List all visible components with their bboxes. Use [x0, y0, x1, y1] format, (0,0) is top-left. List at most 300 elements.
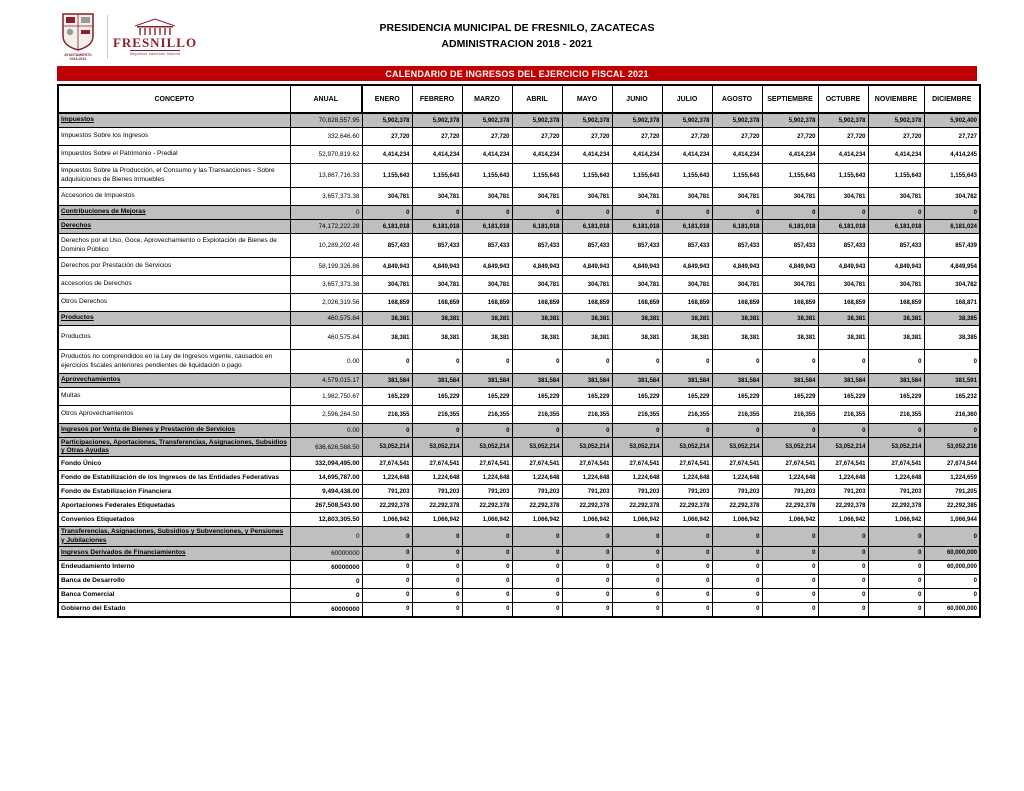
anual-cell: 13,867,716.33: [290, 164, 362, 188]
month-value-cell: 1,155,643: [712, 164, 762, 188]
month-value-cell: 168,859: [612, 294, 662, 312]
month-value-cell: 0: [762, 546, 818, 560]
month-value-cell: 381,584: [762, 374, 818, 388]
month-value-cell: 304,781: [712, 188, 762, 206]
month-value-cell: 165,229: [762, 388, 818, 406]
month-value-cell: 0: [512, 527, 562, 546]
month-value-cell: 216,355: [818, 406, 868, 424]
month-value-cell: 304,781: [662, 276, 712, 294]
month-value-cell: 5,902,378: [362, 113, 412, 128]
table-row: [58, 560, 980, 574]
month-value-cell: 1,066,942: [818, 513, 868, 527]
month-value-cell: 0: [712, 574, 762, 588]
anual-cell: 332,094,495.00: [290, 457, 362, 471]
month-value-cell: 216,355: [868, 406, 924, 424]
month-value-cell: 1,066,942: [462, 513, 512, 527]
month-value-cell: 27,720: [612, 128, 662, 146]
month-value-cell: 6,181,018: [712, 220, 762, 234]
month-value-cell: 1,155,643: [462, 164, 512, 188]
month-value-cell: 304,781: [762, 276, 818, 294]
month-value-cell: 304,781: [362, 188, 412, 206]
month-value-cell: 381,584: [868, 374, 924, 388]
month-value-cell: 791,205: [924, 485, 980, 499]
month-value-cell: 27,674,541: [712, 457, 762, 471]
concept-cell: Derechos por el Uso, Goce, Aprovechamiento o Explotación de Bienes de Dominio Público: [58, 234, 290, 258]
month-value-cell: 0: [562, 588, 612, 602]
month-value-cell: 0: [562, 546, 612, 560]
month-value-cell: 168,859: [762, 294, 818, 312]
month-value-cell: 4,849,943: [818, 258, 868, 276]
month-value-cell: 791,203: [362, 485, 412, 499]
month-value-cell: 38,381: [712, 326, 762, 350]
month-value-cell: 857,433: [612, 234, 662, 258]
concept-cell: Ingresos Derivados de Financiamientos: [58, 546, 290, 560]
month-value-cell: 0: [562, 350, 612, 374]
column-header-febrero: FEBRERO: [412, 85, 462, 113]
month-value-cell: 22,292,378: [712, 499, 762, 513]
month-value-cell: 4,849,943: [512, 258, 562, 276]
month-value-cell: 4,414,234: [462, 146, 512, 164]
anual-cell: 0: [290, 588, 362, 602]
month-value-cell: 168,859: [412, 294, 462, 312]
month-value-cell: 6,181,018: [868, 220, 924, 234]
month-value-cell: 5,902,378: [462, 113, 512, 128]
month-value-cell: 1,155,643: [562, 164, 612, 188]
income-calendar-table: [57, 84, 981, 618]
table-row: [58, 206, 980, 220]
month-value-cell: 857,433: [362, 234, 412, 258]
month-value-cell: 165,229: [462, 388, 512, 406]
month-value-cell: 791,203: [562, 485, 612, 499]
month-value-cell: 6,181,018: [818, 220, 868, 234]
month-value-cell: 304,781: [562, 188, 612, 206]
month-value-cell: 6,181,018: [412, 220, 462, 234]
column-header-noviembre: NOVIEMBRE: [868, 85, 924, 113]
month-value-cell: 0: [612, 560, 662, 574]
month-value-cell: 304,781: [612, 276, 662, 294]
table-row: [58, 457, 980, 471]
concept-cell: Contribuciones de Mejoras: [58, 206, 290, 220]
month-value-cell: 4,414,234: [662, 146, 712, 164]
table-row: [58, 485, 980, 499]
month-value-cell: 0: [662, 350, 712, 374]
month-value-cell: 0: [868, 527, 924, 546]
month-value-cell: 791,203: [868, 485, 924, 499]
month-value-cell: 38,381: [662, 326, 712, 350]
month-value-cell: 38,381: [662, 312, 712, 326]
month-value-cell: 27,674,541: [612, 457, 662, 471]
month-value-cell: 165,229: [662, 388, 712, 406]
month-value-cell: 27,674,541: [512, 457, 562, 471]
month-value-cell: 5,902,378: [412, 113, 462, 128]
column-header-marzo: MARZO: [462, 85, 512, 113]
month-value-cell: 0: [512, 424, 562, 438]
month-value-cell: 53,052,214: [412, 438, 462, 457]
month-value-cell: 216,355: [712, 406, 762, 424]
anual-cell: 3,657,373.38: [290, 276, 362, 294]
month-value-cell: 0: [662, 588, 712, 602]
month-value-cell: 304,781: [462, 188, 512, 206]
month-value-cell: 27,674,541: [662, 457, 712, 471]
anual-cell: 60000000: [290, 546, 362, 560]
month-value-cell: 216,355: [662, 406, 712, 424]
month-value-cell: 0: [712, 424, 762, 438]
month-value-cell: 0: [562, 602, 612, 617]
month-value-cell: 4,414,245: [924, 146, 980, 164]
month-value-cell: 1,066,942: [512, 513, 562, 527]
month-value-cell: 791,203: [512, 485, 562, 499]
month-value-cell: 791,203: [662, 485, 712, 499]
month-value-cell: 27,720: [362, 128, 412, 146]
month-value-cell: 216,360: [924, 406, 980, 424]
month-value-cell: 216,355: [612, 406, 662, 424]
month-value-cell: 1,224,648: [612, 471, 662, 485]
month-value-cell: 168,859: [562, 294, 612, 312]
month-value-cell: 27,720: [762, 128, 818, 146]
concept-cell: Convenios Etiquetados: [58, 513, 290, 527]
month-value-cell: 1,066,942: [762, 513, 818, 527]
month-value-cell: 1,155,643: [762, 164, 818, 188]
month-value-cell: 0: [662, 602, 712, 617]
month-value-cell: 0: [818, 546, 868, 560]
month-value-cell: 5,902,378: [818, 113, 868, 128]
month-value-cell: 1,066,942: [412, 513, 462, 527]
month-value-cell: 0: [562, 527, 612, 546]
anual-cell: 0.00: [290, 350, 362, 374]
month-value-cell: 381,584: [662, 374, 712, 388]
anual-cell: 2,026,319.56: [290, 294, 362, 312]
month-value-cell: 304,781: [818, 276, 868, 294]
month-value-cell: 791,203: [462, 485, 512, 499]
month-value-cell: 0: [924, 574, 980, 588]
month-value-cell: 165,229: [512, 388, 562, 406]
month-value-cell: 53,052,214: [562, 438, 612, 457]
month-value-cell: 0: [924, 424, 980, 438]
month-value-cell: 4,849,943: [868, 258, 924, 276]
anual-cell: 52,970,819.62: [290, 146, 362, 164]
concept-cell: Fondo de Estabilización de los Ingresos de las Entidades Federativas: [58, 471, 290, 485]
month-value-cell: 38,381: [612, 312, 662, 326]
month-value-cell: 0: [362, 574, 412, 588]
month-value-cell: 791,203: [412, 485, 462, 499]
anual-cell: 12,803,305.50: [290, 513, 362, 527]
concept-cell: Impuestos Sobre los Ingresos: [58, 128, 290, 146]
month-value-cell: 381,584: [712, 374, 762, 388]
month-value-cell: 0: [662, 206, 712, 220]
anual-cell: 10,289,202.48: [290, 234, 362, 258]
month-value-cell: 27,720: [562, 128, 612, 146]
month-value-cell: 0: [868, 424, 924, 438]
month-value-cell: 22,292,378: [562, 499, 612, 513]
month-value-cell: 0: [712, 546, 762, 560]
table-row: [58, 499, 980, 513]
month-value-cell: 27,674,541: [868, 457, 924, 471]
month-value-cell: 60,000,000: [924, 602, 980, 617]
anual-cell: 267,508,543.00: [290, 499, 362, 513]
anual-cell: 60000000: [290, 602, 362, 617]
month-value-cell: 0: [462, 574, 512, 588]
month-value-cell: 165,229: [818, 388, 868, 406]
column-header-mayo: MAYO: [562, 85, 612, 113]
month-value-cell: 0: [818, 527, 868, 546]
month-value-cell: 216,355: [412, 406, 462, 424]
month-value-cell: 857,433: [662, 234, 712, 258]
month-value-cell: 0: [662, 546, 712, 560]
month-value-cell: 27,674,541: [562, 457, 612, 471]
month-value-cell: 168,859: [512, 294, 562, 312]
month-value-cell: 0: [868, 574, 924, 588]
month-value-cell: 0: [612, 574, 662, 588]
month-value-cell: 168,859: [712, 294, 762, 312]
month-value-cell: 791,203: [612, 485, 662, 499]
month-value-cell: 0: [924, 350, 980, 374]
month-value-cell: 304,781: [762, 188, 818, 206]
month-value-cell: 0: [712, 602, 762, 617]
month-value-cell: 38,381: [562, 326, 612, 350]
month-value-cell: 165,229: [712, 388, 762, 406]
concept-cell: Impuestos: [58, 113, 290, 128]
month-value-cell: 304,781: [412, 276, 462, 294]
month-value-cell: 1,155,643: [412, 164, 462, 188]
month-value-cell: 53,052,214: [662, 438, 712, 457]
month-value-cell: 0: [412, 546, 462, 560]
month-value-cell: 304,781: [868, 276, 924, 294]
month-value-cell: 304,781: [612, 188, 662, 206]
month-value-cell: 4,414,234: [362, 146, 412, 164]
month-value-cell: 0: [512, 560, 562, 574]
month-value-cell: 0: [612, 588, 662, 602]
month-value-cell: 27,720: [412, 128, 462, 146]
month-value-cell: 0: [462, 424, 512, 438]
table-row: [58, 406, 980, 424]
anual-cell: 460,575.84: [290, 312, 362, 326]
month-value-cell: 857,433: [868, 234, 924, 258]
month-value-cell: 0: [412, 350, 462, 374]
anual-cell: 4,579,015.17: [290, 374, 362, 388]
month-value-cell: 304,782: [924, 276, 980, 294]
month-value-cell: 27,674,541: [362, 457, 412, 471]
month-value-cell: 27,720: [712, 128, 762, 146]
table-header-row: [58, 85, 980, 113]
month-value-cell: 0: [612, 424, 662, 438]
month-value-cell: 216,355: [462, 406, 512, 424]
month-value-cell: 216,355: [512, 406, 562, 424]
month-value-cell: 1,155,643: [362, 164, 412, 188]
table-row: [58, 294, 980, 312]
month-value-cell: 0: [868, 560, 924, 574]
table-row: [58, 574, 980, 588]
month-value-cell: 165,229: [562, 388, 612, 406]
month-value-cell: 38,381: [762, 326, 818, 350]
month-value-cell: 165,229: [412, 388, 462, 406]
month-value-cell: 4,414,234: [412, 146, 462, 164]
column-header-junio: JUNIO: [612, 85, 662, 113]
month-value-cell: 38,385: [924, 312, 980, 326]
month-value-cell: 168,859: [362, 294, 412, 312]
month-value-cell: 1,066,942: [868, 513, 924, 527]
column-header-octubre: OCTUBRE: [818, 85, 868, 113]
page-header: [57, 10, 977, 64]
concept-cell: Multas: [58, 388, 290, 406]
month-value-cell: 0: [612, 527, 662, 546]
month-value-cell: 22,292,378: [818, 499, 868, 513]
month-value-cell: 6,181,018: [762, 220, 818, 234]
month-value-cell: 4,849,943: [612, 258, 662, 276]
month-value-cell: 0: [562, 560, 612, 574]
anual-cell: 1,982,750.67: [290, 388, 362, 406]
month-value-cell: 1,155,643: [868, 164, 924, 188]
table-row: [58, 546, 980, 560]
month-value-cell: 0: [924, 527, 980, 546]
month-value-cell: 1,224,648: [712, 471, 762, 485]
concept-cell: Productos no comprendidos en la Ley de Ingresos vigente, causados en ejercicios fiscales anteriores pendientes de liquidación o pago: [58, 350, 290, 374]
month-value-cell: 53,052,214: [818, 438, 868, 457]
month-value-cell: 5,902,378: [512, 113, 562, 128]
anual-cell: 332,646.60: [290, 128, 362, 146]
table-row: [58, 326, 980, 350]
table-row: [58, 146, 980, 164]
month-value-cell: 0: [412, 588, 462, 602]
month-value-cell: 0: [818, 574, 868, 588]
month-value-cell: 0: [712, 560, 762, 574]
month-value-cell: 857,433: [412, 234, 462, 258]
table-row: [58, 438, 980, 457]
anual-cell: 58,199,326.86: [290, 258, 362, 276]
concept-cell: Productos: [58, 312, 290, 326]
month-value-cell: 6,181,018: [562, 220, 612, 234]
month-value-cell: 4,849,943: [362, 258, 412, 276]
month-value-cell: 165,232: [924, 388, 980, 406]
month-value-cell: 304,781: [712, 276, 762, 294]
month-value-cell: 0: [462, 602, 512, 617]
month-value-cell: 1,224,648: [412, 471, 462, 485]
month-value-cell: 27,720: [662, 128, 712, 146]
fresnillo-wordmark: FRESNILLO: [112, 34, 198, 50]
month-value-cell: 168,859: [818, 294, 868, 312]
month-value-cell: 0: [462, 546, 512, 560]
month-value-cell: 0: [462, 350, 512, 374]
month-value-cell: 1,066,944: [924, 513, 980, 527]
month-value-cell: 304,781: [512, 188, 562, 206]
month-value-cell: 4,414,234: [612, 146, 662, 164]
month-value-cell: 0: [712, 350, 762, 374]
concept-cell: Otros Derechos: [58, 294, 290, 312]
month-value-cell: 1,224,648: [512, 471, 562, 485]
document-title: [57, 20, 977, 53]
table-row: [58, 164, 980, 188]
month-value-cell: 0: [762, 560, 818, 574]
month-value-cell: 0: [412, 527, 462, 546]
table-row: [58, 527, 980, 546]
month-value-cell: 1,224,648: [362, 471, 412, 485]
month-value-cell: 0: [612, 350, 662, 374]
month-value-cell: 857,433: [562, 234, 612, 258]
month-value-cell: 27,720: [512, 128, 562, 146]
month-value-cell: 0: [462, 588, 512, 602]
month-value-cell: 0: [362, 602, 412, 617]
month-value-cell: 1,224,648: [462, 471, 512, 485]
month-value-cell: 0: [612, 602, 662, 617]
concept-cell: Participaciones, Aportaciones, Transferencias, Asignaciones, Subsidios y Otras Ayudas: [58, 438, 290, 457]
table-row: [58, 276, 980, 294]
month-value-cell: 1,224,648: [818, 471, 868, 485]
month-value-cell: 0: [662, 560, 712, 574]
month-value-cell: 0: [818, 588, 868, 602]
month-value-cell: 857,433: [762, 234, 818, 258]
month-value-cell: 38,381: [818, 326, 868, 350]
column-header-concepto: CONCEPTO: [58, 85, 290, 113]
month-value-cell: 22,292,378: [612, 499, 662, 513]
month-value-cell: 38,381: [512, 312, 562, 326]
month-value-cell: 4,849,943: [412, 258, 462, 276]
month-value-cell: 6,181,018: [662, 220, 712, 234]
anual-cell: 74,172,222.28: [290, 220, 362, 234]
month-value-cell: 4,414,234: [712, 146, 762, 164]
month-value-cell: 60,000,000: [924, 546, 980, 560]
month-value-cell: 22,292,385: [924, 499, 980, 513]
month-value-cell: 38,381: [818, 312, 868, 326]
month-value-cell: 216,355: [562, 406, 612, 424]
month-value-cell: 6,181,018: [512, 220, 562, 234]
table-row: [58, 258, 980, 276]
table-row: [58, 128, 980, 146]
column-header-agosto: AGOSTO: [712, 85, 762, 113]
month-value-cell: 304,781: [818, 188, 868, 206]
concept-cell: Derechos: [58, 220, 290, 234]
month-value-cell: 304,781: [462, 276, 512, 294]
month-value-cell: 1,155,643: [818, 164, 868, 188]
month-value-cell: 0: [412, 424, 462, 438]
month-value-cell: 0: [512, 206, 562, 220]
anual-cell: 636,626,568.50: [290, 438, 362, 457]
month-value-cell: 0: [412, 574, 462, 588]
anual-cell: 70,828,557.95: [290, 113, 362, 128]
month-value-cell: 38,381: [712, 312, 762, 326]
column-header-anual: ANUAL: [290, 85, 362, 113]
month-value-cell: 381,584: [462, 374, 512, 388]
concept-cell: Fondo de Estabilización Financiera: [58, 485, 290, 499]
month-value-cell: 6,181,024: [924, 220, 980, 234]
month-value-cell: 381,584: [818, 374, 868, 388]
month-value-cell: 304,781: [512, 276, 562, 294]
month-value-cell: 1,155,643: [612, 164, 662, 188]
concept-cell: Ingresos por Venta de Bienes y Prestación de Servicios: [58, 424, 290, 438]
month-value-cell: 791,203: [712, 485, 762, 499]
month-value-cell: 0: [762, 588, 818, 602]
month-value-cell: 53,052,214: [512, 438, 562, 457]
month-value-cell: 1,066,942: [362, 513, 412, 527]
month-value-cell: 53,052,214: [712, 438, 762, 457]
month-value-cell: 0: [924, 588, 980, 602]
month-value-cell: 0: [512, 588, 562, 602]
month-value-cell: 857,433: [818, 234, 868, 258]
month-value-cell: 1,155,643: [924, 164, 980, 188]
month-value-cell: 0: [818, 350, 868, 374]
month-value-cell: 6,181,018: [462, 220, 512, 234]
month-value-cell: 0: [762, 206, 818, 220]
month-value-cell: 38,381: [868, 312, 924, 326]
month-value-cell: 0: [612, 546, 662, 560]
month-value-cell: 857,433: [512, 234, 562, 258]
month-value-cell: 304,781: [868, 188, 924, 206]
month-value-cell: 0: [762, 602, 818, 617]
month-value-cell: 304,781: [412, 188, 462, 206]
month-value-cell: 53,052,216: [924, 438, 980, 457]
month-value-cell: 38,381: [412, 312, 462, 326]
month-value-cell: 4,414,234: [762, 146, 818, 164]
month-value-cell: 38,381: [512, 326, 562, 350]
anual-cell: 0.00: [290, 424, 362, 438]
